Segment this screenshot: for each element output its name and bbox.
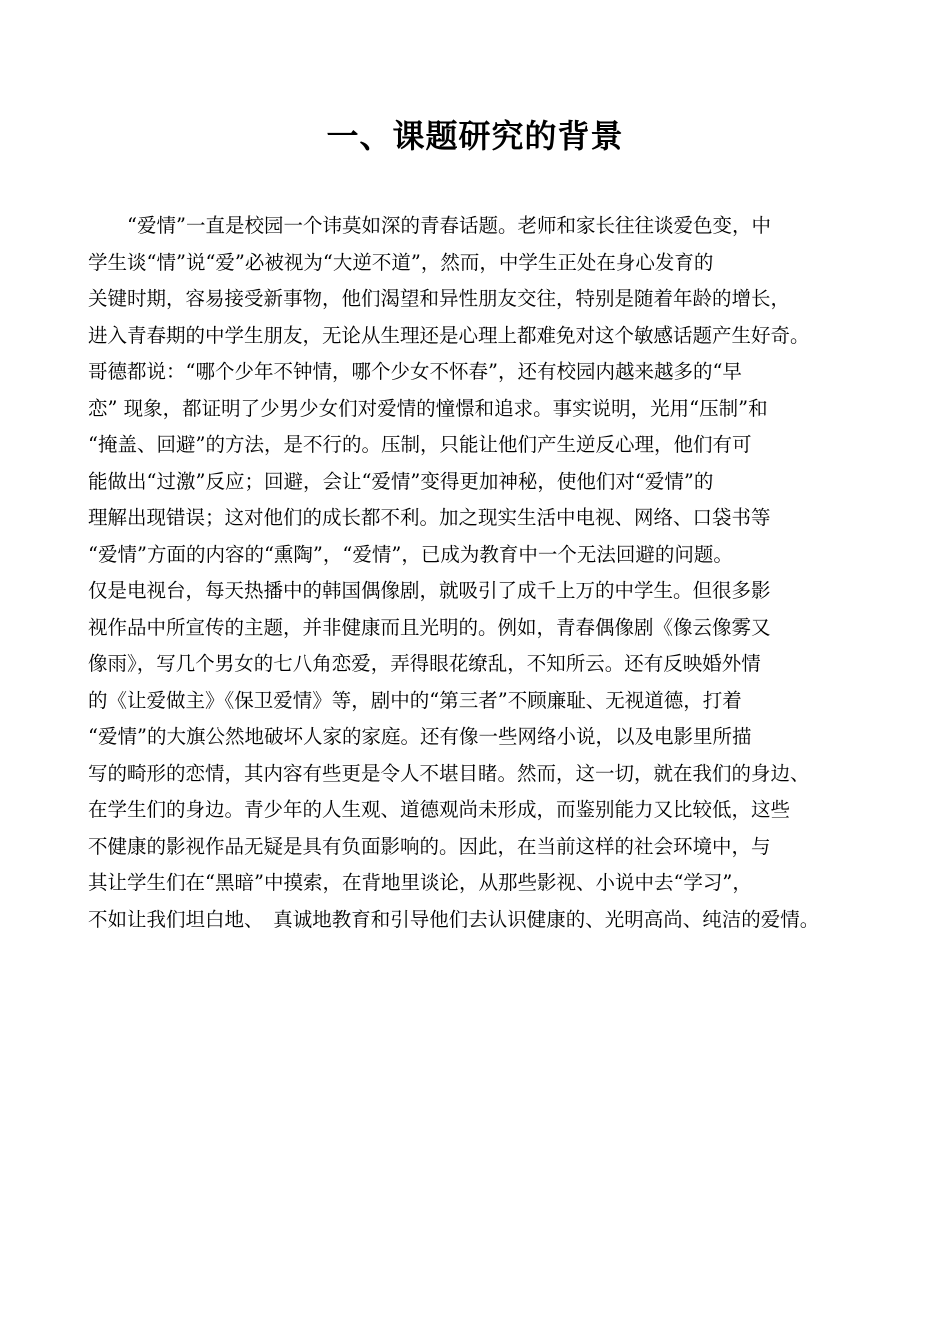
text-line: 其让学生们在“黑暗”中摸索，在背地里谈论，从那些影视、小说中去“学习”， (88, 871, 752, 894)
text-line: “掩盖、回避”的方法，是不行的。压制，只能让他们产生逆反心理，他们有可 (88, 433, 752, 456)
text-line: 学生谈“情”说“爱”必被视为“大逆不道”，然而，中学生正处在身心发育的 (88, 250, 714, 274)
text-line: 视作品中所宣传的主题，并非健康而且光明的。例如，青春偶像剧《像云像雾又 (88, 615, 771, 639)
body-paragraph (88, 208, 908, 938)
text-line: 能做出“过激”反应；回避，会让“爱情”变得更加神秘，使他们对“爱情”的 (88, 469, 714, 493)
text-line: 哥德都说：“哪个少年不钟情，哪个少女不怀春”，还有校园内越来越多的“早 (88, 360, 742, 383)
text-line: “爱情”的大旗公然地破坏人家的家庭。还有像一些网络小说，以及电影里所描 (88, 725, 752, 748)
text-line: 像雨》，写几个男女的七八角恋爱，弄得眼花缭乱，不知所云。还有反映婚外情 (88, 652, 761, 675)
text-line: “爱情”方面的内容的“熏陶”，“爱情”，已成为教育中一个无法回避的问题。 (88, 542, 733, 566)
text-line: 进入青春期的中学生朋友，无论从生理还是心理上都难免对这个敏感话题产生好奇。 (88, 323, 810, 347)
text-line: 的《让爱做主》《保卫爱情》等，剧中的“第三者”不顾廉耻、无视道德，打着 (88, 688, 742, 712)
text-line: 写的畸形的恋情，其内容有些更是令人不堪目睹。然而，这一切，就在我们的身边、 (88, 761, 810, 785)
text-line: 不如让我们坦白地、 真诚地教育和引导他们去认识健康的、光明高尚、纯洁的爱情。 (88, 907, 820, 931)
section-title: 一、课题研究的背景 (326, 117, 624, 155)
text-line: 恋” 现象，都证明了少男少女们对爱情的憧憬和追求。事实说明，光用“压制”和 (88, 396, 768, 420)
text-line: 关键时期，容易接受新事物，他们渴望和异性朋友交往，特别是随着年龄的增长， (88, 287, 791, 310)
text-line: 仅是电视台，每天热播中的韩国偶像剧，就吸引了成千上万的中学生。但很多影 (88, 579, 771, 602)
text-line: 不健康的影视作品无疑是具有负面影响的。因此，在当前这样的社会环境中，与 (88, 834, 771, 858)
text-line: 理解出现错误；这对他们的成长都不利。加之现实生活中电视、网络、口袋书等 (88, 506, 771, 529)
text-line: “爱情”一直是校园一个讳莫如深的青春话题。老师和家长往往谈爱色变，中 (88, 214, 771, 237)
text-line: 在学生们的身边。青少年的人生观、道德观尚未形成，而鉴别能力又比较低，这些 (88, 798, 791, 821)
